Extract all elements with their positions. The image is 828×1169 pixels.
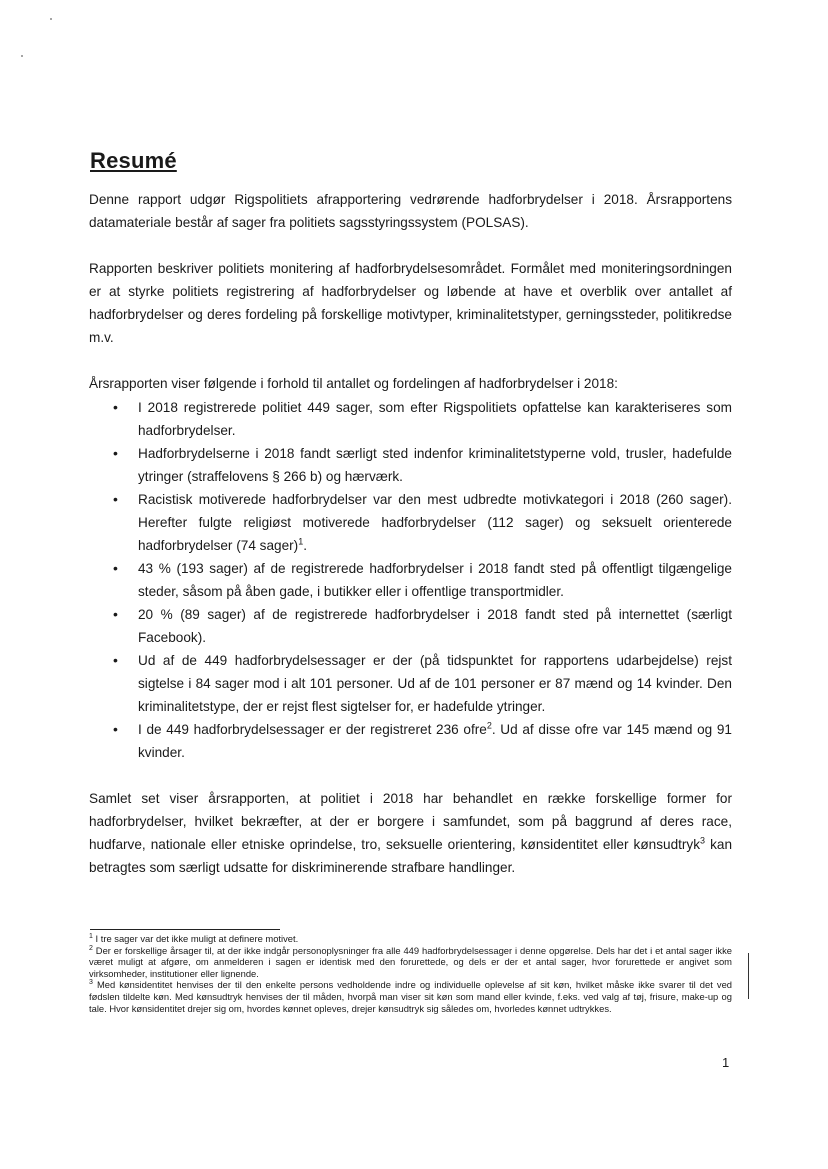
list-item: • I de 449 hadforbrydelsessager er der registreret 236 ofre$^2$. Ud af disse ofre var 145 mænd og 91 kvinder. xyxy=(89,718,732,764)
footnote: $^3$ Med kønsidentitet henvises der til den enkelte persons vedholdende indre og individuelle oplevelse af sit køn, hvilket måske ikke svarer til det ved fødslen tildelte køn. Med kønsudtryk henvises der til måden, hvorpå man viser sit køn som mand eller kvinde, f.eks. ved valg af tøj, frisure, make-up og tale. Hvor kønsidentitet drejer sig om, hvordes kønnet opleves, drejer kønsudtryk sig således om, hvorledes kønnet udtrykkes. xyxy=(89,979,732,1014)
purpose-paragraph: Rapporten beskriver politiets monitering af hadforbrydelsesområdet. Formålet med moniteringsordningen er at styrke politiets registrering af hadforbrydelser og løbende at have et overblik over antallet af hadforbrydelser og deres fordeling på forskellige motivtyper, kriminalitetstyper, gerningssteder, politikredse m.v. xyxy=(89,261,732,345)
intro-paragraph: Denne rapport udgør Rigspolitiets afrapportering vedrørende hadforbrydelser i 2018. Årsrapportens datamateriale består af sager fra politiets sagsstyringssystem (POLSAS). xyxy=(89,192,732,230)
page-number: 1 xyxy=(722,1055,730,1070)
scan-speck xyxy=(50,18,52,20)
findings-lead: Årsrapporten viser følgende i forhold til antallet og fordelingen af hadforbrydelser i 2018: xyxy=(89,376,618,391)
footnote-ref: 3 xyxy=(700,835,706,846)
footnote-separator xyxy=(90,929,280,930)
scan-speck xyxy=(21,55,23,57)
footnotes xyxy=(89,933,732,1014)
document-body xyxy=(89,188,732,879)
conclusion-paragraph: Samlet set viser årsrapporten, at politiet i 2018 har behandlet en række forskellige former for hadforbrydelser, hvilket bekræfter, at der er borgere i samfundet, som på baggrund af deres race, hudfarve, nationale eller etniske oprindelse, tro, seksuelle orientering, kønsidentitet eller kønsudtryk$^3$ kan betragtes som særligt udsatte for diskriminerende strafbare handlinger. xyxy=(89,791,732,875)
list-item: • 20 % (89 sager) af de registrerede hadforbrydelser i 2018 fandt sted på internettet (særligt Facebook). xyxy=(89,603,732,649)
page-title: Resumé xyxy=(90,148,177,173)
list-item: • Hadforbrydelserne i 2018 fandt særligt sted indenfor kriminalitetstyperne vold, trusler, hadefulde ytringer (straffelovens § 266 b) og hærværk. xyxy=(89,442,732,488)
footnote: $^1$ I tre sager var det ikke muligt at definere motivet. xyxy=(89,932,299,944)
footnote: $^2$ Der er forskellige årsager til, at der ikke indgår personoplysninger fra alle 449 hadforbrydelsessager i denne opgørelse. Dels har det i et antal sager ikke været muligt at afgøre, om anmelderen i sagen er identisk med den forurettede, og dels er der et antal sager, hvor forurettede er angivet som virksomheder, institutioner eller lignende. xyxy=(89,944,732,979)
list-item: • I 2018 registrerede politiet 449 sager, som efter Rigspolitiets opfattelse kan karakteriseres som hadforbrydelser. xyxy=(89,396,732,442)
findings-list xyxy=(89,396,732,764)
footnote-ref: 2 xyxy=(486,720,492,731)
margin-mark xyxy=(748,953,749,999)
list-item: • Racistisk motiverede hadforbrydelser var den mest udbredte motivkategori i 2018 (260 sager). Herefter fulgte religiøst motiverede hadforbrydelser (112 sager) og seksuelt orienterede hadforbrydelser (74 sager)$^1$. xyxy=(89,488,732,557)
list-item: • 43 % (193 sager) af de registrerede hadforbrydelser i 2018 fandt sted på offentligt tilgængelige steder, såsom på åben gade, i butikker eller i offentlige transportmidler. xyxy=(89,557,732,603)
footnote-ref: 1 xyxy=(298,536,304,547)
list-item: • Ud af de 449 hadforbrydelsessager er der (på tidspunktet for rapportens udarbejdelse) rejst sigtelse i 84 sager mod i alt 101 personer. Ud af de 101 personer er 87 mænd og 14 kvinder. Den kriminalitetstype, der er rejst flest sigtelser for, er hadefulde ytringer. xyxy=(89,649,732,718)
